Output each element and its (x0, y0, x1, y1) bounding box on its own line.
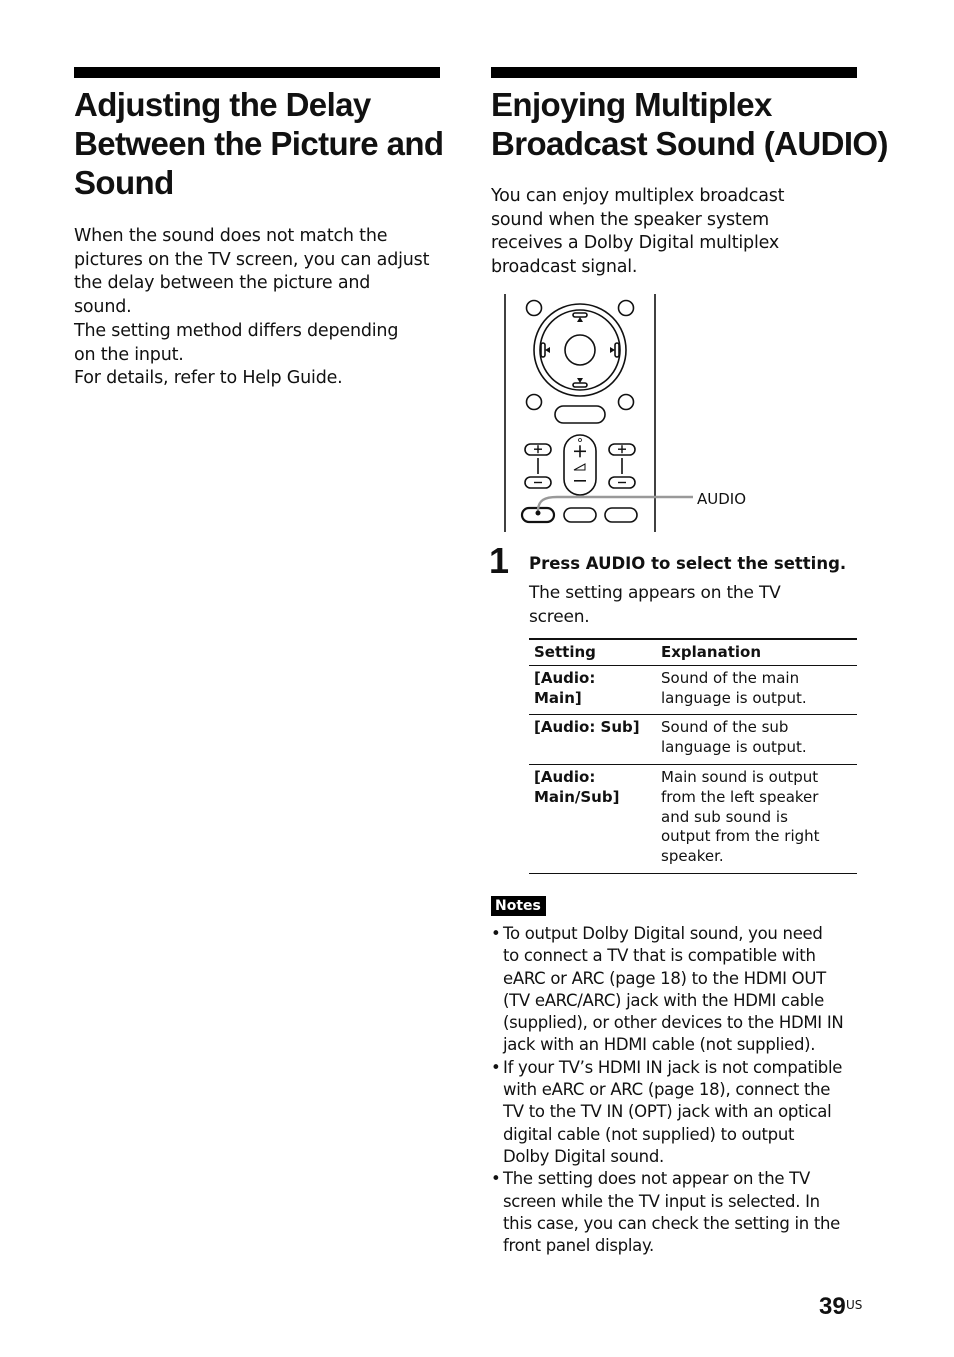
remote-button (527, 395, 542, 410)
notes-list (491, 923, 857, 1257)
volume-icon (574, 464, 585, 470)
heading-line: Adjusting the Delay (74, 86, 371, 123)
table-row (529, 665, 857, 715)
cell-line: Sound of the main (661, 668, 800, 687)
cell-line: Main/Sub] (534, 787, 620, 806)
bullet: • (491, 1169, 501, 1189)
heading-line: Between the Picture and (74, 125, 444, 162)
cell-line: from the left speaker (661, 787, 819, 806)
paragraph-line: When the sound does not match the (74, 226, 388, 246)
note-line: To output Dolby Digital sound, you need (503, 924, 823, 943)
cell-line: language is output. (661, 688, 807, 707)
paragraph-line: pictures on the TV screen, you can adjust (74, 249, 430, 270)
dpad-right-tab (615, 343, 619, 357)
note-line: (TV eARC/ARC) jack with the HDMI cable (503, 990, 824, 1010)
intro-line: broadcast signal. (491, 257, 638, 278)
paragraph-line: sound. (74, 297, 132, 318)
description-line: screen. (529, 607, 590, 627)
heading-line: Sound (74, 164, 174, 201)
dpad-down-tab (573, 383, 587, 387)
note-line: The setting does not appear on the TV (503, 1169, 810, 1189)
paragraph-line: For details, refer to Help Guide. (74, 368, 343, 389)
remote-bottom-button (564, 508, 596, 522)
explanation-cell (656, 715, 857, 765)
note-line: digital cable (not supplied) to output (503, 1124, 795, 1144)
dpad-left-tab (541, 343, 545, 357)
right-heading (491, 85, 888, 163)
right-heading-rule (491, 67, 857, 78)
setting-cell (529, 715, 656, 765)
dpad-up-tab (573, 313, 587, 317)
paragraph-line: The setting method differs depending (74, 320, 399, 341)
setting-cell (529, 764, 656, 873)
column-header-explanation: Explanation (656, 639, 857, 665)
remote-control-illustration (495, 290, 700, 535)
note-line: jack with an HDMI cable (not supplied). (503, 1035, 816, 1055)
cell-line: [Audio: Sub] (534, 718, 640, 737)
description-line: The setting appears on the TV (529, 583, 781, 603)
note-item (491, 1168, 857, 1257)
remote-button (619, 395, 634, 410)
cell-line: [Audio: (534, 668, 596, 687)
audio-callout-label: AUDIO (697, 490, 747, 508)
step-description (529, 581, 859, 629)
note-line: TV to the TV IN (OPT) jack with an optical (503, 1102, 832, 1122)
audio-callout-line (538, 497, 693, 511)
note-line: with eARC or ARC (page 18), connect the (503, 1080, 831, 1100)
note-line: this case, you can check the setting in the (503, 1213, 841, 1233)
remote-button (619, 301, 634, 316)
setting-cell (529, 665, 656, 715)
paragraph-line: on the input. (74, 344, 184, 365)
page-number-suffix: US (846, 1298, 863, 1312)
cell-line: Main sound is output (661, 767, 819, 786)
table-header-row (529, 639, 857, 665)
remote-wide-button (555, 406, 605, 423)
cell-line: [Audio: (534, 767, 596, 786)
cell-line: output from the right (661, 827, 820, 846)
cell-line: Sound of the sub (661, 718, 789, 737)
note-line: Dolby Digital sound. (503, 1146, 664, 1166)
intro-line: receives a Dolby Digital multiplex (491, 233, 780, 254)
right-intro (491, 185, 857, 280)
explanation-cell (656, 665, 857, 715)
cell-line: speaker. (661, 847, 724, 866)
bullet: • (491, 924, 501, 943)
step-number: 1 (489, 540, 510, 581)
bullet: • (491, 1057, 501, 1077)
note-item (491, 923, 857, 1057)
remote-bottom-button (605, 508, 637, 522)
cell-line: language is output. (661, 738, 807, 757)
left-heading-rule (74, 67, 440, 78)
note-line: to connect a TV that is compatible with (503, 946, 816, 966)
explanation-cell (656, 764, 857, 873)
note-line: (supplied), or other devices to the HDMI IN (503, 1013, 844, 1033)
note-line: If your TV’s HDMI IN jack is not compatible (503, 1057, 843, 1077)
table-row (529, 764, 857, 873)
intro-line: sound when the speaker system (491, 209, 770, 230)
table-row (529, 715, 857, 765)
notes-badge: Notes (491, 896, 546, 916)
step-title: Press AUDIO to select the setting. (529, 554, 847, 573)
heading-line: Broadcast Sound (AUDIO) (491, 125, 888, 162)
column-header-setting: Setting (529, 639, 656, 665)
note-line: front panel display. (503, 1236, 654, 1256)
note-item (491, 1057, 857, 1168)
heading-line: Enjoying Multiplex (491, 86, 772, 123)
left-heading (74, 85, 443, 202)
volume-rocker (564, 435, 596, 495)
left-paragraph (74, 225, 446, 391)
remote-button (527, 301, 542, 316)
dpad-center-button (565, 335, 595, 365)
cell-line: and sub sound is (661, 807, 788, 826)
intro-line: You can enjoy multiplex broadcast (491, 186, 785, 206)
note-line: eARC or ARC (page 18) to the HDMI OUT (503, 968, 826, 988)
paragraph-line: the delay between the picture and (74, 273, 371, 294)
page-number: 39 (819, 1293, 846, 1320)
cell-line: Main] (534, 688, 582, 707)
note-line: screen while the TV input is selected. In (503, 1191, 820, 1211)
settings-table (529, 638, 857, 874)
